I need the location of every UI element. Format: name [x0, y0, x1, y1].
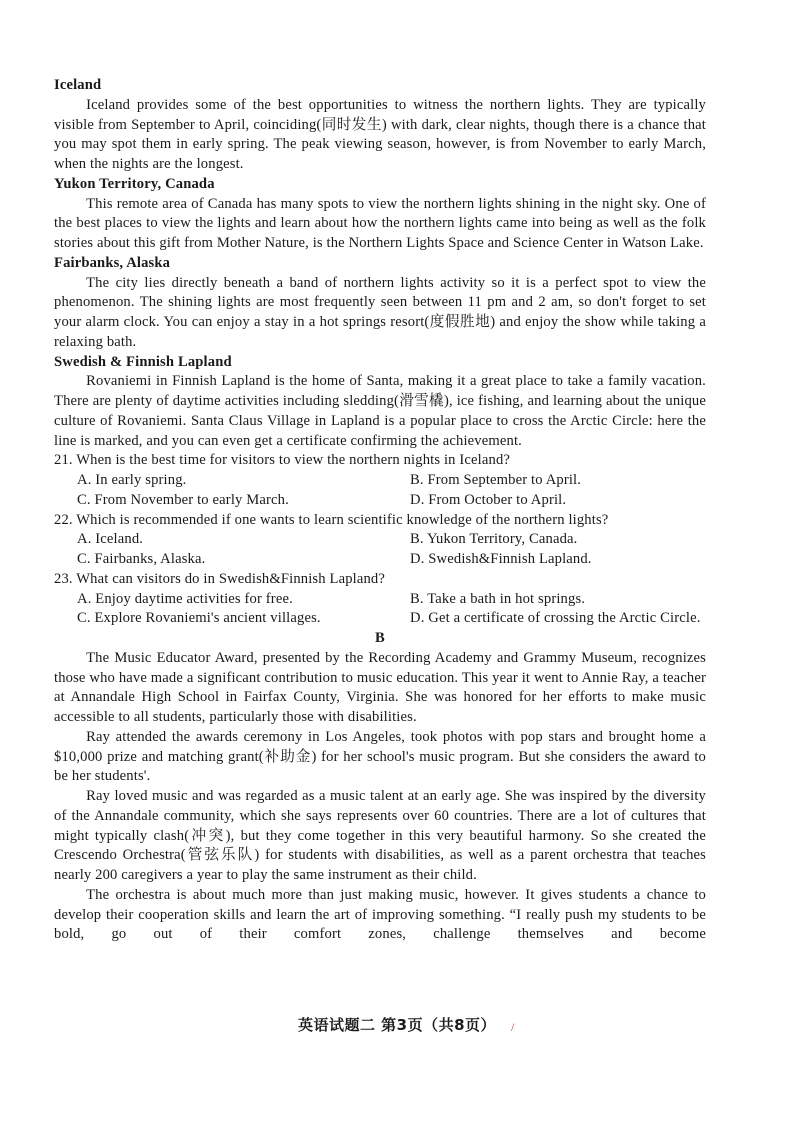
- option-a: A. In early spring.: [77, 472, 187, 488]
- option-b: B. From September to April.: [410, 472, 582, 488]
- paragraph: Ray loved music and was regarded as a music talent at an early age. She was inspired by the diversity of the Annandale community, which she says represents over 60 countries. There are a lot of cultures that might typically clash(冲突), but they come together in this very beautiful harmony. So she created the Crescendo Orchestra(管弦乐队) for students with disabilities, as well as a parent orchestra that teaches nearly 200 caregivers a year to play the same instrument as their child.: [54, 788, 706, 883]
- paragraph: The Music Educator Award, presented by the Recording Academy and Grammy Museum, recognizes those who have made a significant contribution to music education. This year it went to Annie Ray, a teacher at Annandale High School in Fairfax County, Virginia. She was honored for her efforts to make music accessible to all students, particularly those with disabilities.: [54, 649, 706, 725]
- passage-section: [54, 76, 706, 175]
- section-heading: Yukon Territory, Canada: [54, 175, 215, 192]
- option-d: D. Get a certificate of crossing the Arctic Circle.: [410, 610, 701, 627]
- option-b: B. Take a bath in hot springs.: [410, 590, 586, 607]
- section-heading: Swedish & Finnish Lapland: [54, 353, 232, 370]
- page-footer: 英语试题二 第3页（共8页）: [297, 1016, 497, 1034]
- section-text: This remote area of Canada has many spots to view the northern lights shining in the night sky. One of the best places to view the lights and learn about how the northern lights came into being as well as the folk stories about this gift from Mother Nature, is the Northern Lights Space and Science Center in Watson Lake.: [54, 195, 706, 251]
- question-stem: 21. When is the best time for visitors to view the northern nights in Iceland?: [54, 452, 511, 469]
- section-heading: Iceland: [54, 77, 102, 93]
- section-text: The city lies directly beneath a band of northern lights activity so it is a perfect spot to view the phenomenon. The shining lights are most frequently seen between 11 pm and 2 am, so don't forget to set your alarm clock. You can enjoy a stay in a hot springs resort(度假胜地) and enjoy the show while taking a relaxing bath.: [54, 274, 706, 350]
- passage-section: [54, 175, 706, 254]
- pen-mark: /: [511, 1020, 515, 1034]
- option-c: C. Explore Rovaniemi's ancient villages.: [77, 610, 321, 627]
- option-d: D. Swedish&Finnish Lapland.: [410, 551, 592, 567]
- option-c: C. From November to early March.: [77, 491, 289, 508]
- option-c: C. Fairbanks, Alaska.: [77, 551, 206, 567]
- section-text: Iceland provides some of the best opportunities to witness the northern lights. They are typically visible from September to April, coinciding(同时发生) with dark, clear nights, though there is a chance that you may spot them in early spring. The peak viewing season, however, is from November to early March, when the nights are the longest.: [54, 96, 706, 172]
- question: [54, 451, 706, 510]
- option-a: A. Enjoy daytime activities for free.: [77, 590, 293, 607]
- exam-page: [54, 76, 706, 945]
- option-d: D. From October to April.: [410, 491, 567, 508]
- paragraph: The orchestra is about much more than just making music, however. It gives students a chance to develop their cooperation skills and learn the art of improving something. “I really push my students to be bold, go out of their comfort zones, challenge themselves and become: [54, 886, 706, 943]
- section-text: Rovaniemi in Finnish Lapland is the home of Santa, making it a great place to take a family vacation. There are plenty of daytime activities including sledding(滑雪橇), ice fishing, and learning about the unique culture of Rovaniemi. Santa Claus Village in Lapland is a popular place to cross the Arctic Circle: here the line is marked, and you can even get a certificate confirming the achievement.: [54, 373, 706, 449]
- section-heading: Fairbanks, Alaska: [54, 254, 171, 271]
- question: [54, 570, 706, 629]
- option-b: B. Yukon Territory, Canada.: [410, 531, 578, 548]
- question: [54, 511, 706, 570]
- option-a: A. Iceland.: [77, 531, 144, 548]
- passage-section: [54, 254, 706, 353]
- question-stem: 22. Which is recommended if one wants to learn scientific knowledge of the northern lights?: [54, 511, 609, 528]
- passage-section: [54, 353, 706, 452]
- section-label: B: [375, 630, 385, 646]
- paragraph: Ray attended the awards ceremony in Los Angeles, took photos with pop stars and brought home a $10,000 prize and matching grant(补助金) for her school's music program. But she considers the award to be her students'.: [54, 728, 706, 785]
- question-stem: 23. What can visitors do in Swedish&Finnish Lapland?: [54, 570, 385, 587]
